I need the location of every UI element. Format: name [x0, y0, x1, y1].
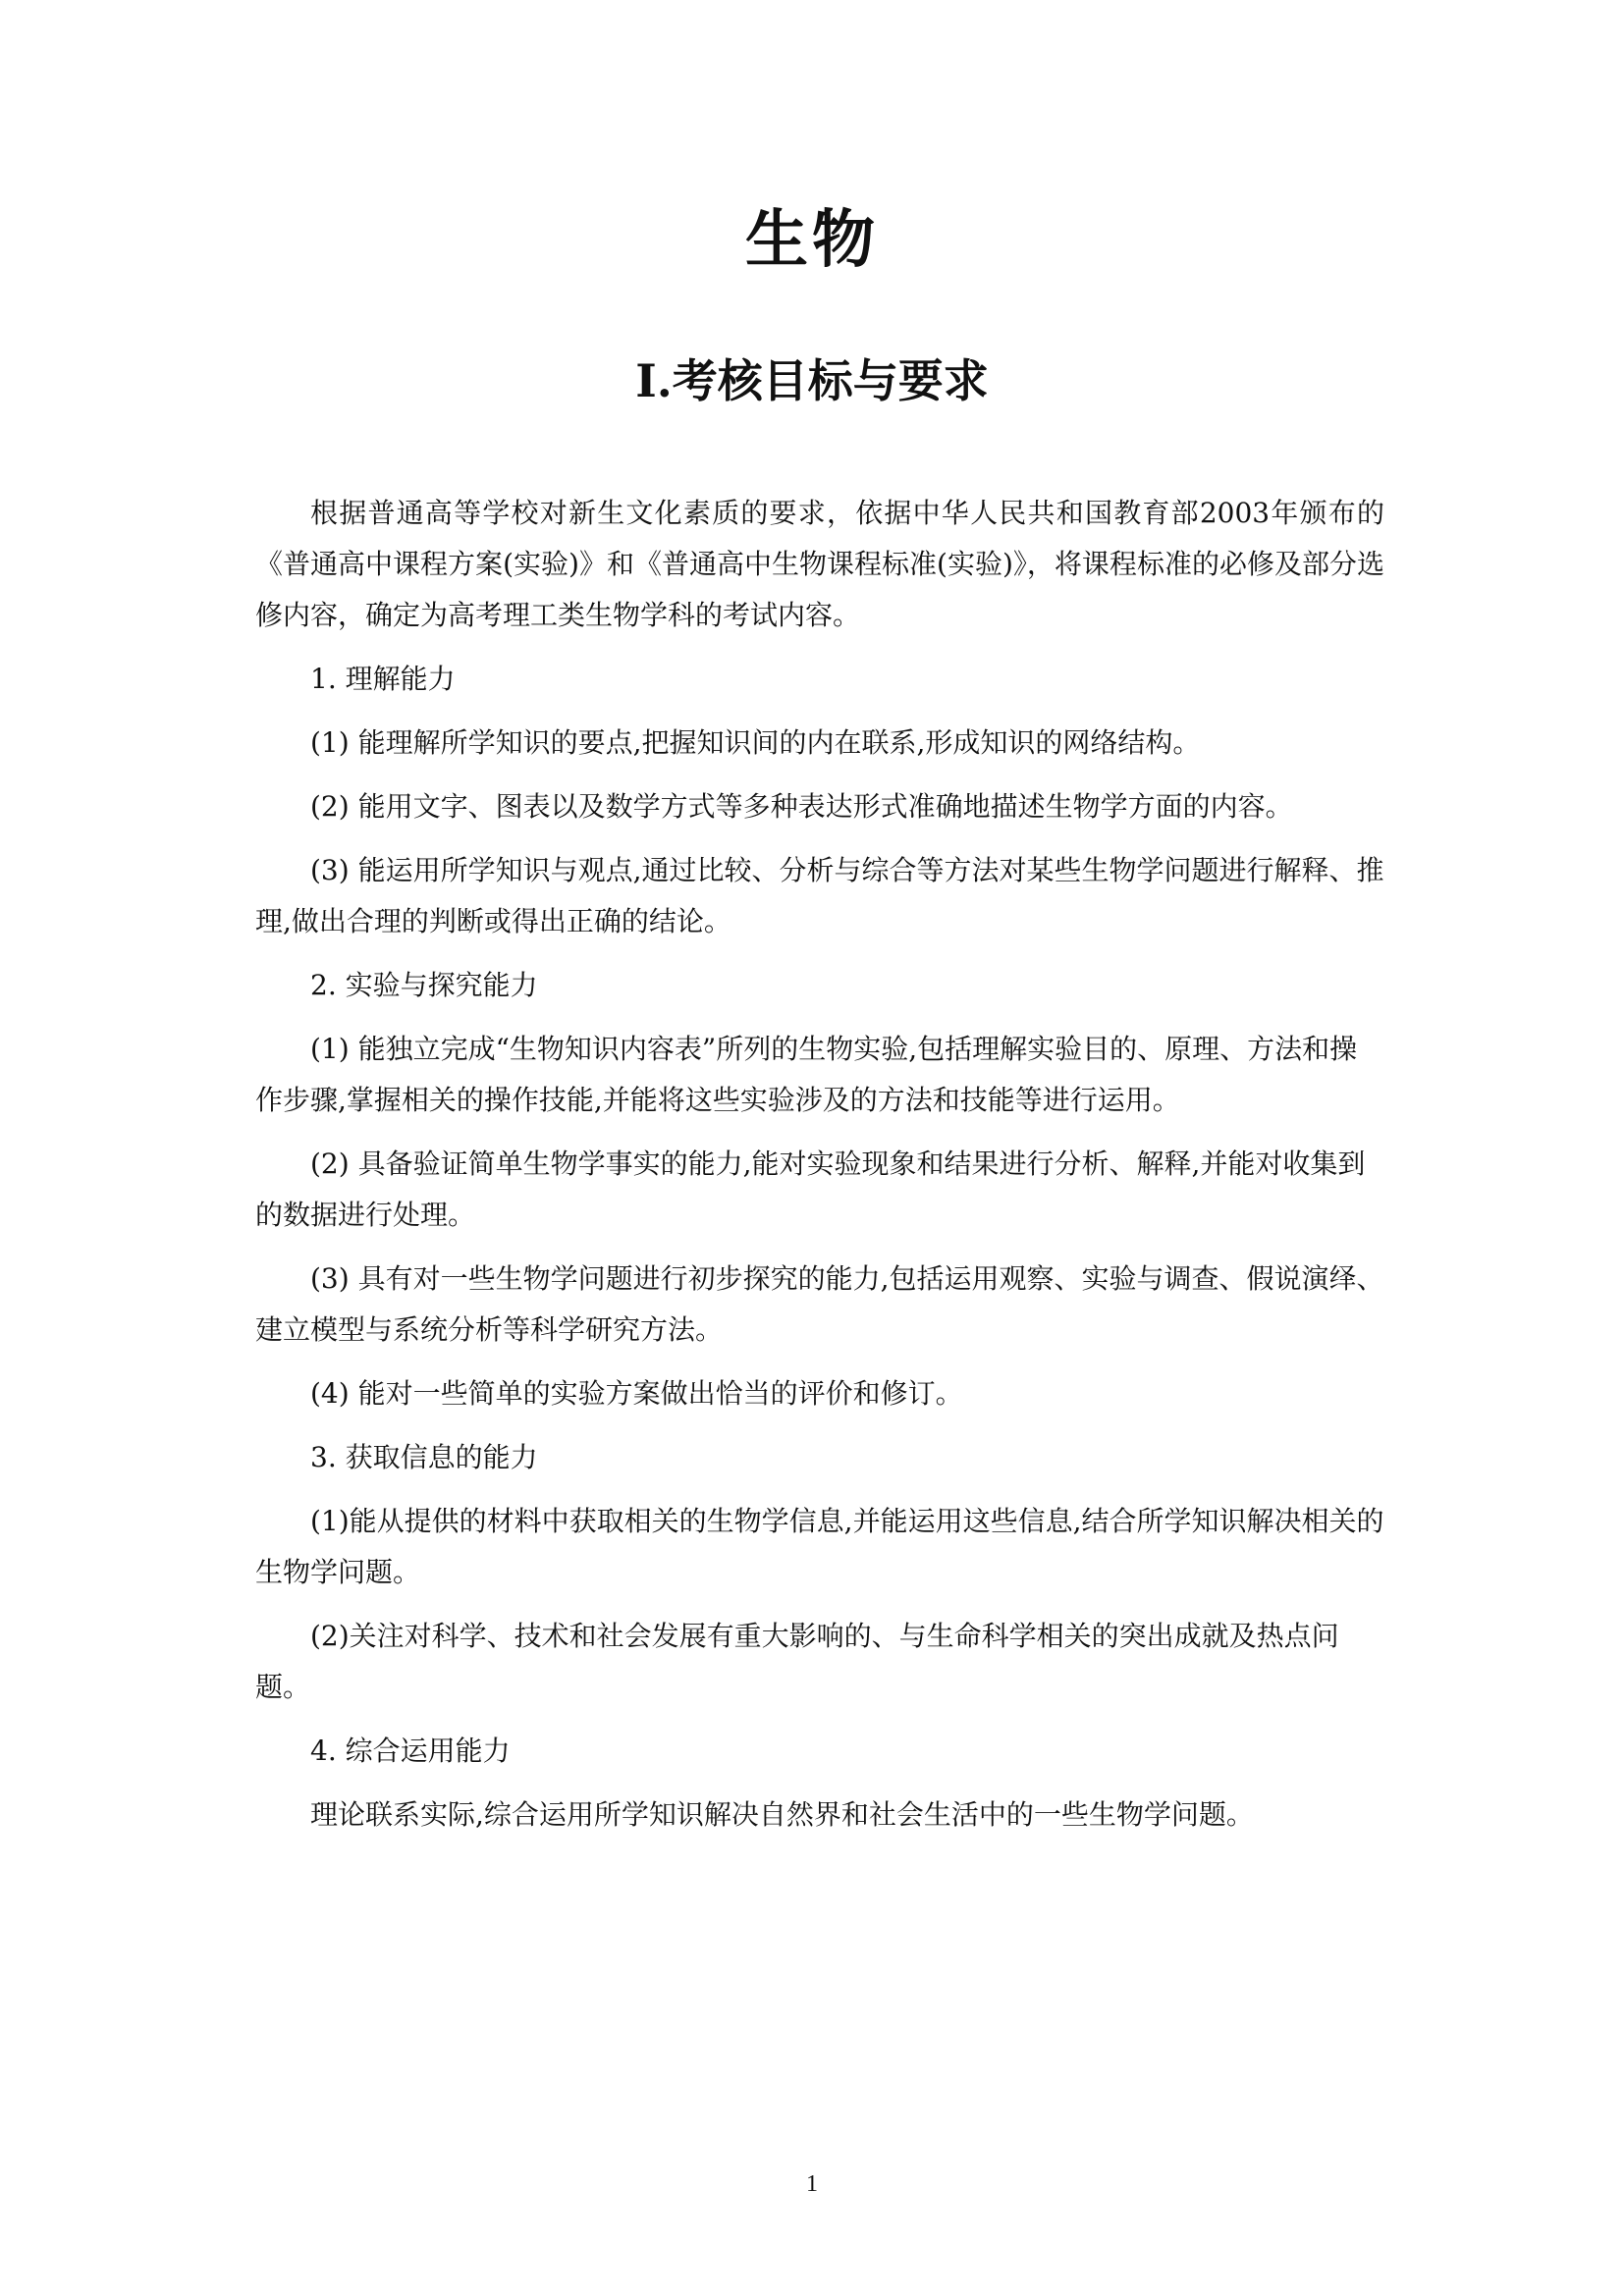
- item-heading-information: 3. 获取信息的能力: [310, 1441, 538, 1473]
- list-item: (2) 能用文字、图表以及数学方式等多种表达形式准确地描述生物学方面的内容。: [310, 790, 1293, 823]
- list-item: (3) 能运用所学知识与观点,通过比较、分析与综合等方法对某些生物学问题进行解释、推理,做出合理的判断或得出正确的结论。: [255, 854, 1384, 937]
- list-item: (3) 具有对一些生物学问题进行初步探究的能力,包括运用观察、实验与调查、假说演绎、建立模型与系统分析等科学研究方法。: [255, 1262, 1384, 1346]
- list-item: (1) 能独立完成“生物知识内容表”所列的生物实验,包括理解实验目的、原理、方法和操作步骤,掌握相关的操作技能,并能将这些实验涉及的方法和技能等进行运用。: [255, 1033, 1358, 1116]
- intro-paragraph: 根据普通高等学校对新生文化素质的要求，依据中华人民共和国教育部2003年颁布的《普通高中课程方案(实验)》和《普通高中生物课程标准(实验)》，将课程标准的必修及部分选修内容，确定为高考理工类生物学科的考试内容。: [255, 497, 1384, 631]
- item-heading-comprehension: 1. 理解能力: [310, 663, 456, 695]
- list-item: (2)关注对科学、技术和社会发展有重大影响的、与生命科学相关的突出成就及热点问题。: [255, 1620, 1339, 1703]
- section-heading: Ⅰ.考核目标与要求: [635, 354, 989, 407]
- list-item: (1)能从提供的材料中获取相关的生物学信息,并能运用这些信息,结合所学知识解决相关的生物学问题。: [255, 1505, 1384, 1588]
- item-heading-application: 4. 综合运用能力: [310, 1735, 511, 1767]
- page-number: 1: [806, 2171, 818, 2197]
- document-title: 生物: [745, 203, 879, 277]
- list-item: (4) 能对一些简单的实验方案做出恰当的评价和修订。: [310, 1377, 963, 1410]
- list-item: (2) 具备验证简单生物学事实的能力,能对实验现象和结果进行分析、解释,并能对收集到的数据进行处理。: [255, 1148, 1366, 1231]
- item-heading-experiment: 2. 实验与探究能力: [310, 969, 538, 1001]
- body-text: [255, 488, 1384, 1841]
- list-item: (1) 能理解所学知识的要点,把握知识间的内在联系,形成知识的网络结构。: [310, 726, 1201, 759]
- list-item: 理论联系实际,综合运用所学知识解决自然界和社会生活中的一些生物学问题。: [310, 1798, 1254, 1831]
